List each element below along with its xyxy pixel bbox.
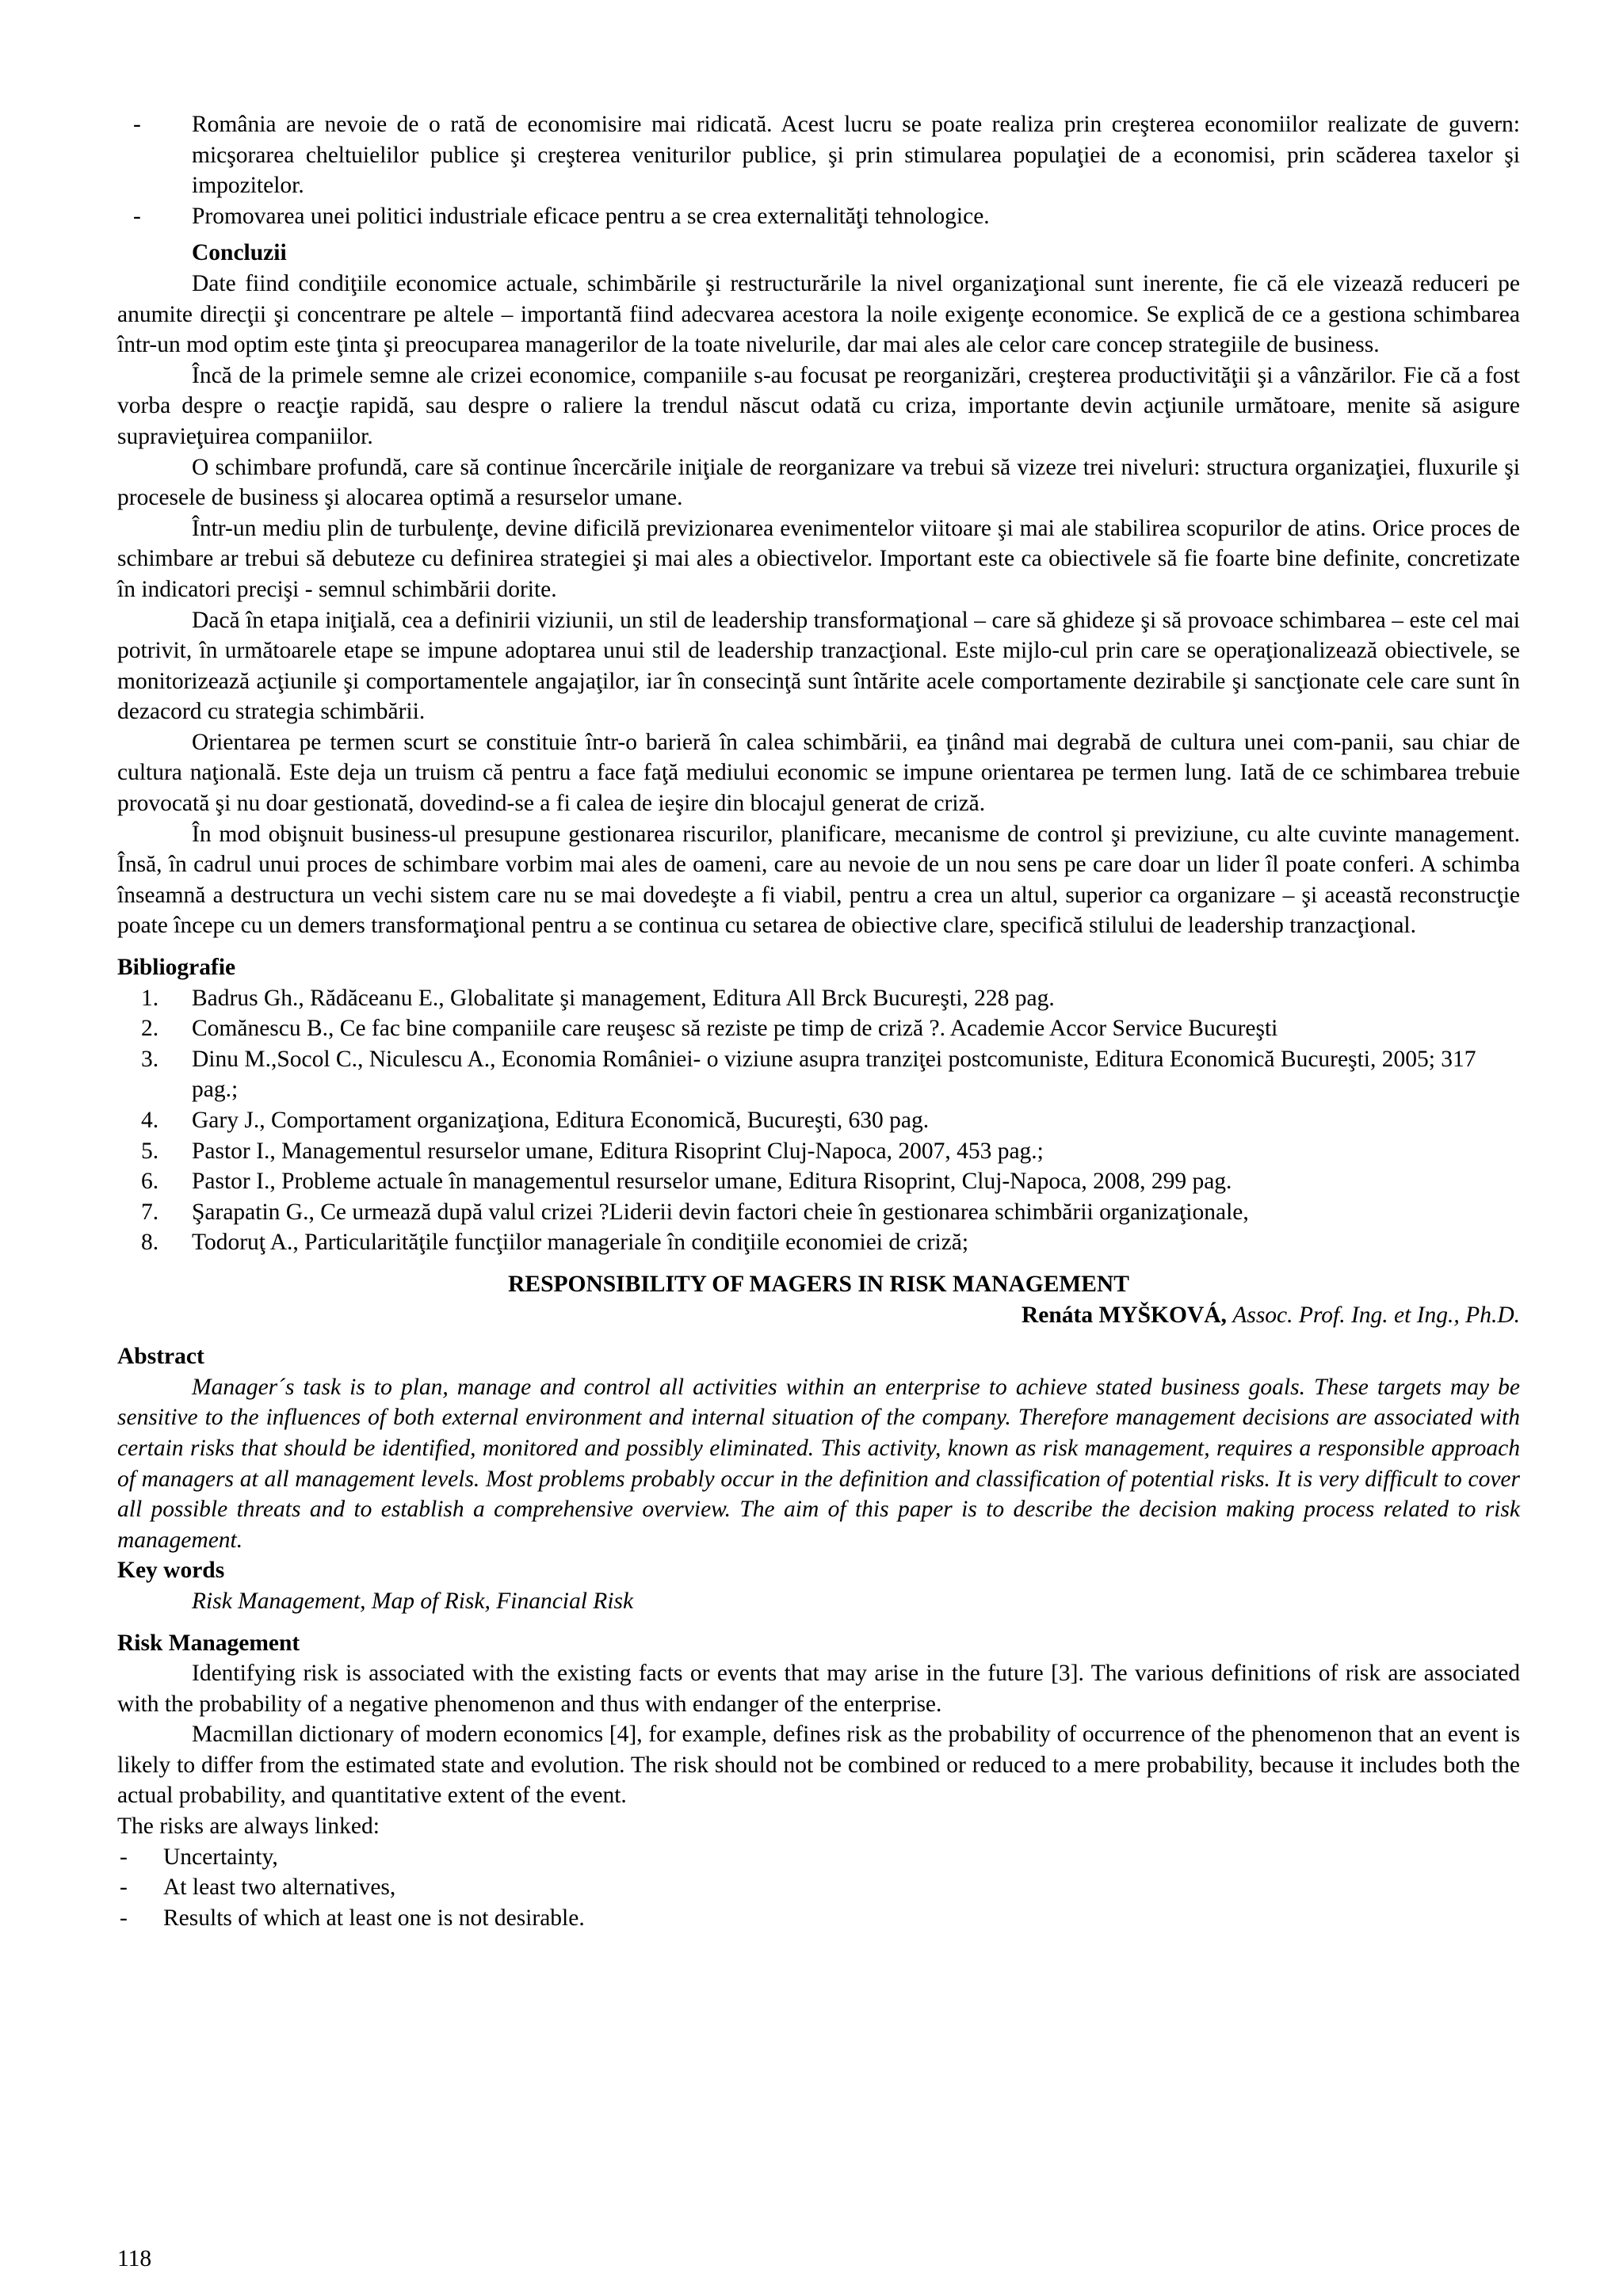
paragraph: Date fiind condiţiile economice actuale, schimbările şi restructurările la nivel organizaţional sunt inerente, fie că ele vizează reduceri pe anumite direcţii şi concentrare pe altele – importantă fiind adecvarea acestora la noile exigenţe economice. Se explică de ce a gestiona schimbarea într-un mod optim este ţinta şi preocuparea managerilor de la toate nivelurile, dar mai ales ale celor care concep strategiile de business. (117, 270, 1520, 358)
document-page (117, 109, 1520, 1933)
list-item (117, 1842, 1520, 1873)
article-title: RESPONSIBILITY OF MAGERS IN RISK MANAGEMENT (508, 1271, 1129, 1297)
item-number: 4. (141, 1108, 159, 1133)
paragraph: Într-un mediu plin de turbulenţe, devine dificilă previzionarea evenimentelor viitoare şi mai ale stabilirea scopurilor de atins. Orice proces de schimbare ar trebui să debuteze cu definirea strategiei şi mai ales a obiectivelor. Important este ca obiectivele să fie foarte bine definite, concretizate în indicatori precişi - semnul schimbării dorite. (117, 515, 1520, 602)
paragraph: În mod obişnuit business-ul presupune gestionarea riscurilor, planificare, mecanisme de control şi previziune, cu alte cuvinte management. Însă, în cadrul unui proces de schimbare vorbim mai ales de oameni, care au nevoie de un nou sens pe care doar un lider îl poate conferi. A schimba înseamnă a destructura un vechi sistem care nu se mai dovedeşte a fi viabil, pentru a crea un altul, superior ca organizare – şi această reconstrucţie poate începe cu un demers transformaţional pentru a se continua cu setarea de obiective clare, specifică stilului de leadership tranzacţional. (117, 821, 1520, 939)
author-name: Renáta MYŠKOVÁ, (1022, 1302, 1227, 1328)
bibliography-list (117, 983, 1520, 1258)
bibliography-item (117, 983, 1520, 1014)
risks-intro: The risks are always linked: (117, 1814, 380, 1840)
item-text: Dinu M.,Socol C., Niculescu A., Economia României- o viziune asupra tranziţei postcomuniste, Editura Economică Bucureşti, 2005; 317 pag.; (192, 1046, 1476, 1103)
bibliography-item (117, 1044, 1520, 1105)
list-item (117, 201, 1520, 232)
list-item (117, 1903, 1520, 1934)
bullet-dash: - (120, 1905, 128, 1931)
section-heading-abstract: Abstract (117, 1344, 204, 1370)
bullet-text: Promovarea unei politici industriale eficace pentru a se crea externalităţi tehnologice. (192, 203, 990, 229)
item-number: 6. (141, 1169, 159, 1195)
bullet-dash: - (133, 203, 141, 229)
item-number: 3. (141, 1046, 159, 1072)
section-heading-bibliografie: Bibliografie (117, 955, 236, 981)
bullet-text: Results of which at least one is not desirable. (163, 1905, 585, 1931)
item-number: 1. (141, 985, 159, 1011)
bullet-dash: - (133, 112, 141, 137)
paragraph: Orientarea pe termen scurt se constituie într-o barieră în calea schimbării, ea ţinând mai degrabă de cultura unei com-panii, sau chiar de cultura naţională. Este deja un truism că pentru a face faţă mediului economic se impune orientarea pe termen lung. Iată de ce schimbarea trebuie provocată şi nu doar gestionată, dovedind-se a fi calea de ieşire din blocajul generat de criză. (117, 729, 1520, 817)
item-text: Pastor I., Probleme actuale în managementul resurselor umane, Editura Risoprint, Cluj-Napoca, 2008, 299 pag. (192, 1169, 1232, 1195)
item-text: Gary J., Comportament organizaţiona, Editura Economică, Bucureşti, 630 pag. (192, 1108, 930, 1133)
bullet-text: Uncertainty, (163, 1844, 278, 1870)
top-bullet-list (117, 109, 1520, 231)
paragraph: Macmillan dictionary of modern economics [4], for example, defines risk as the probability of occurrence of the phenomenon that an event is likely to differ from the estimated state and evolution. The risk should not be combined or reduced to a mere probability, because it includes both the actual probability, and quantitative extent of the event. (117, 1722, 1520, 1809)
page-number: 118 (117, 2246, 152, 2271)
paragraph: Dacă în etapa iniţială, cea a definirii viziunii, un stil de leadership transformaţional – care să ghideze şi să provoace schimbarea – este cel mai potrivit, în următoarele etape se impune adoptarea unui stil de leadership tranzacţional. Este mijlo-cul prin care se operaţionalizează obiectivele, se monitorizează acţiunile şi comportamentele angajaţilor, iar în consecinţă sunt întărite acele comportamente dezirabile şi sancţionate cele care sunt în dezacord cu strategia schimbării. (117, 607, 1520, 725)
item-text: Comănescu B., Ce fac bine companiile care reuşesc să reziste pe timp de criză ?. Academie Accor Service Bucureşti (192, 1016, 1278, 1042)
item-number: 5. (141, 1138, 159, 1164)
item-number: 7. (141, 1199, 159, 1225)
paragraph: Încă de la primele semne ale crizei economice, companiile s-au focusat pe reorganizări, creşterea productivităţii şi a vânzărilor. Fie că a fost vorba despre o reacţie rapidă, sau despre o raliere la trendul născut odată cu criza, importante devin acţiunile următoare, menite să asigure supravieţuirea companiilor. (117, 362, 1520, 449)
item-text: Şarapatin G., Ce urmează după valul crizei ?Liderii devin factori cheie în gestionarea schimbării organizaţionale, (192, 1199, 1249, 1225)
item-text: Todoruţ A., Particularităţile funcţiilor manageriale în condiţiile economiei de criză; (192, 1230, 969, 1256)
bibliography-item (117, 1136, 1520, 1167)
section-heading-risk-management: Risk Management (117, 1630, 300, 1656)
list-item (117, 109, 1520, 201)
item-text: Badrus Gh., Rădăceanu E., Globalitate şi management, Editura All Brck Bucureşti, 228 pag. (192, 985, 1055, 1011)
bullet-dash: - (120, 1844, 128, 1870)
abstract-text: Manager´s task is to plan, manage and control all activities within an enterprise to achieve stated business goals. These targets may be sensitive to the influences of both external environment and internal situation of the company. Therefore management decisions are associated with certain risks that should be identified, monitored and possibly eliminated. This activity, known as risk management, requires a responsible approach of managers at all management levels. Most problems probably occur in the definition and classification of potential risks. It is very difficult to cover all possible threats and to establish a comprehensive overview. The aim of this paper is to describe the decision making process related to risk management. (117, 1374, 1520, 1553)
bibliography-item (117, 1227, 1520, 1258)
risks-list (117, 1842, 1520, 1934)
bibliography-item (117, 1197, 1520, 1228)
article-author (117, 1300, 1520, 1331)
paragraph: Identifying risk is associated with the existing facts or events that may arise in the future [3]. The various definitions of risk are associated with the probability of a negative phenomenon and thus with endanger of the enterprise. (117, 1661, 1520, 1717)
bullet-dash: - (120, 1875, 128, 1901)
section-heading-concluzii: Concluzii (192, 240, 287, 266)
bibliography-item (117, 1013, 1520, 1044)
item-text: Pastor I., Managementul resurselor umane, Editura Risoprint Cluj-Napoca, 2007, 453 pag.; (192, 1138, 1044, 1164)
bullet-text: România are nevoie de o rată de economisire mai ridicată. Acest lucru se poate realiza prin creşterea economiilor realizate de guvern: micşorarea cheltuielilor publice şi creşterea veniturilor publice, şi prin stimularea populaţiei de a economisi, prin scăderea taxelor şi impozitelor. (192, 112, 1520, 199)
keywords-text: Risk Management, Map of Risk, Financial Risk (192, 1588, 634, 1614)
author-credentials: Assoc. Prof. Ing. et Ing., Ph.D. (1232, 1302, 1520, 1328)
bibliography-item (117, 1105, 1520, 1136)
section-heading-keywords: Key words (117, 1558, 225, 1584)
item-number: 8. (141, 1230, 159, 1256)
list-item (117, 1872, 1520, 1903)
bibliography-item (117, 1166, 1520, 1197)
paragraph: O schimbare profundă, care să continue încercările iniţiale de reorganizare va trebui să vizeze trei niveluri: structura organizaţiei, fluxurile şi procesele de business şi alocarea optimă a resurselor umane. (117, 454, 1520, 511)
item-number: 2. (141, 1016, 159, 1042)
bullet-text: At least two alternatives, (163, 1875, 396, 1901)
